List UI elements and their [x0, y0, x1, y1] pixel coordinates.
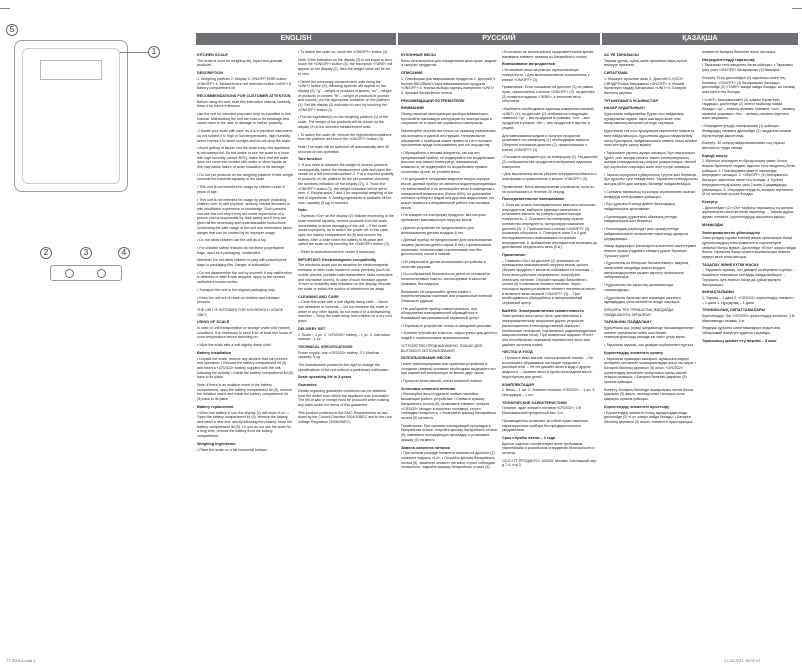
section-heading: СИПАТТАМА [604, 71, 628, 76]
section-heading: АС ҮЙ ТАРАЗЫСЫ [604, 53, 639, 57]
paragraph: Ескерту: 30 секунд пайдаланылмаған соң таразы автоматты түрде сөнеді. [702, 141, 785, 150]
paragraph: • For children safety reasons do not leave polyethylene bags, used as a packaging, unattended. [197, 245, 285, 255]
paragraph: Details regarding guarantee conditions can be obtained from the dealer from whom the appliance was purchased. The bill of sale or receipt must be produced when making any claim under the terms of this guarantee. [298, 388, 390, 407]
callout-3: 3 [80, 247, 92, 259]
paragraph: • Положите ингредиент(ы) на платформу (1). На дисплее (2) отобразится вес продуктов в выбранных единицах измерения. [502, 155, 598, 169]
callout-4: 4 [118, 247, 130, 259]
section-heading: Қоректендіру элементін ауыстыру [604, 404, 670, 409]
callout-2: 2 [40, 247, 52, 259]
section-heading: КОМПЛЕКТАЦИЯ [502, 382, 534, 387]
paragraph: Note: The scale will be switched off automatically after 30 seconds of non-operation. [298, 144, 390, 154]
paragraph: Электронные весы могут быть чувствительны к электромагнитному излучению других устройств, расположенных в непосредственной близости (мобильные телефоны, портативные радиопередатчики, микроволновые печи). При появлении надписи «Error» или нестабильных показаний переместите весы или удалите источник помех. [502, 314, 597, 347]
paragraph: • Keep the unit out of reach of children and disabled persons. [197, 295, 280, 305]
section-heading: Таразының қызмет ету мерзімі – 3 жыл [702, 338, 777, 343]
callout-5: 5 [6, 24, 18, 36]
product-illustration-panel [0, 0, 196, 667]
paragraph: 1. Weighing platform 2. Display 3. ON/OFF/TARE button «ON/OFF» 4. Measurement unit selection button «UNIT» 5. Battery compartment lid [197, 76, 292, 91]
section-heading: Tare function [298, 157, 322, 162]
paragraph: • This unit is not intended for usage by people (including children over 8) with physical, sensory, mental disorders or with insufficient experience or knowledge. Such persons can use this unit only if they are under supervision of a person who is responsible for their safety and if they are given all the necessary and understandable instructions concerning the safe usage of the unit and information about danger that can be caused by its improper usage. [197, 197, 292, 235]
section-heading: USING OF SCALE [197, 320, 230, 325]
trim-mark [0, 8, 10, 9]
paragraph: This product conforms to the EMC-Requirements as laid down by the Council Directive 2004/108/EC and to the Low Voltage Regulation (2006/95/EC) [298, 410, 392, 425]
paragraph: УСТРОЙСТВО ПРЕДНАЗНАЧЕНО ТОЛЬКО ДЛЯ БЫТОВОГО ИСПОЛЬЗОВАНИЯ [401, 343, 482, 353]
paragraph: Питание: один элемент питания «CR2032», 3 В Максимальный предельный вес: 5 кг [502, 406, 582, 416]
paragraph: • Выберите необходимые единицы измерения кнопкой «UNIT» (4), на дисплее (2) отобразятся следующие символы: «g» – вес продуктов в граммах; «oz» – вес продуктов в унциях; «lb» – вес продуктов в фунтах и унциях. [502, 107, 594, 130]
paragraph: Используйте устройство только по прямому назначению, как изложено в данной инструкции. Неправильное обращение с прибором может привести к его поломке, причинению вреда пользователю или его имуществу. [401, 129, 497, 148]
paragraph: • Wipe the scale with a soft slightly damp cloth. [197, 343, 272, 348]
paragraph: • Transport the unit in the original packaging only. [197, 287, 276, 292]
section-heading: Scale operating life is 3 years [298, 375, 352, 380]
paragraph: Өндіруші құрылғы сипаттамаларын алдын ала хабарламай өзгертуге құқығын сақтайды. [702, 326, 780, 336]
paragraph: • Не разрешайте детям использовать устройство в качестве игрушки. [401, 260, 486, 269]
russian-column-1 [401, 50, 497, 650]
paragraph: элементін батарея бөлігінен алып тастаңыз. [702, 50, 777, 54]
paragraph: 1. Scale – 1 pc. 2. «CR2032» battery – 1 pc. 3. Instruction manual – 1 pc. [298, 332, 391, 342]
section-heading: ТҰТЫНУШЫҒА ҰСЫНЫСТАР [604, 98, 659, 103]
paragraph: • Балалардың құрылғыны ойыншық ретінде пайдалануына жол бермеңіз. [604, 214, 677, 224]
callout-1: 1 [148, 46, 160, 58]
section-heading: ТЕХНИКАЛЫҚ СИПАТТАМАЛАРЫ [702, 308, 766, 313]
paragraph: Для взвешивания жидких и сыпучих продуктов установите на платформу (1) необходимую емкость. Обнулите показания дисплея (2), прикоснувшись к кнопке «ON/OFF» (3). [502, 133, 590, 152]
section-heading: Weighing ingredients [197, 441, 236, 446]
paragraph: ООО «ТТ ПРОДАКТС» 109028, Москва, Хохловский пер., д.7-9, стр.3 [502, 458, 598, 468]
section-heading: ТАРАЗЫНЫ ПАЙДАЛАНУ [604, 320, 652, 325]
paragraph: 1. Бірнеше ингредиентті бірізді өлшеу қажет болса, өлшем бірліктерін таңдап, ыдысты тегіс көлденең бетке қойыңыз. 2. Платформаға қажетті мөлшерде ингредиент салыңыз. 3. «ON/OFF» (3) батырмасын басыңыз, көрсеткіш нөлге тең болады. 4. Қалған ингредиенттерді өлшеу үшін 2 және 3 қадамдарды қайталаңыз. 5. Ингредиенттерді ең жоғарғы жүктемеге (5 кг) жеткенше қосуға болады. [702, 159, 796, 197]
callout-leader [120, 52, 150, 53]
paragraph: • Храните устройство в местах, недоступных для детей и людей с ограниченными возможностями. [401, 331, 497, 341]
paragraph: • Таразымен ұқыпты жұмыс жасаңыз, бұл нақтылықты құрал; оны жоғары немесе төмен температураның, жоғары ылғалдылықтың әсеріне ұшыратпаңыз, тікелей күн сәулесінен сақтаңыз және оны түсіріп алмаңыз. [604, 150, 697, 170]
english-column-2 [298, 50, 394, 650]
paragraph: Use the unit for intended purposes only, as specified in this manual. Mishandling the unit can lead to its breakage and cause harm to the user or damage to his/her property. [197, 112, 291, 126]
paragraph: Ескерту: Батарея бөлігінде оқшаулағыш төсем болса, қақпақты (5) ашып, төсемді алып тастаңыз және қақпақты орнына қойыңыз. [604, 387, 694, 402]
paragraph: 1. If you need to measure the weight of several products consequently, switch the measurement units and place the vessel on a flat horizontal surface. 2. Put a required quantity of products on the platform (to the set container checking the numbers indication on the display (2)). 3. Touch the «ON/OFF» button (3), the weight indication will be set to zero. 4. Repeat steps 2 and 3 for sequential weighing of the rest of ingredients. 5. Adding ingredients is available till the max. capacity (5 kg) is reached. [298, 163, 394, 205]
paragraph: • To switch the scale on, touch the «ON/OFF» button (3). [298, 50, 389, 54]
paragraph: Примечание: Если показания на дисплее (2) не равны нулю, прикоснитесь к кнопке «ON/OFF» (3), на дисплее (2) появится надпись «TARE», а значение веса обнулится. [502, 85, 595, 104]
section-heading: МАҢЫЗДЫ [702, 222, 724, 227]
section-heading: TECHNICAL SPECIFICATIONS [298, 344, 353, 349]
section-heading: Battery replacement [197, 404, 234, 409]
paragraph: • Данный прибор не предназначен для использования лицами (включая детей старше 8 лет) с физическими, нервными, психическими отклонениями или без достаточного опыта и знаний. [401, 238, 492, 257]
paragraph: • Если весы не используются продолжительное время, извлеките элемент питания из батарейного отсека. [502, 50, 594, 59]
kazakh-column-1 [604, 50, 698, 650]
paragraph: Attention! Do not allow children to play with polyethylene bags or packaging film. Danger of suffocation! [197, 258, 287, 268]
section-heading: Guarantee [298, 383, 317, 388]
section-heading: IMPORTANT: Electromagnetic compatibility [298, 257, 377, 262]
paragraph: Внимание! Не разрешайте детям играть с полиэтиленовыми пакетами или упаковочной пленкой. Опасность удушья! [401, 289, 493, 303]
paragraph: • Place the scale on a flat horizontal surface. [197, 447, 268, 452]
paragraph: Данное изделие соответствует всем требуемым европейским и российским стандартам безопасности и гигиены. [502, 441, 595, 456]
paragraph: • This unit is not intended for usage by children under 8 years of age. [197, 185, 285, 194]
english-column-1 [197, 50, 293, 650]
paragraph: Перед началом эксплуатации прибора внимательно прочитайте настоящую инструкцию по эксплуатации и сохраните ее в качестве справочного материала. [401, 112, 492, 126]
paragraph: Производитель оставляет за собой право изменять характеристики прибора без предварительного уведомления. [502, 418, 589, 433]
paragraph: • Не допускайте попадания жидкости внутрь корпуса весов, данный прибор не является водонепроницаемым. Не взбалтывайте и не используйте весы в помещении с повышенной влажностью (более 80%), не допускайте контакта прибора с водой или другими жидкостями, это может привести к неправильной работе или поломке весов. [401, 177, 497, 210]
section-heading: RECOMMENDATIONS FOR CUSTOMER ATTENTION [197, 93, 291, 98]
paragraph: Электрондық таразы тікелей жақын орналасқан басқа құрылғылардың электромагниттік сәулеленуіне сезімтал болуы мүмкін. Дисплейде «Error» жазуы пайда болса, таразыны басқа орынға жылжытыңыз немесе кедергі көзін алыстатыңыз. [702, 236, 796, 260]
scale-front-buttons [50, 265, 122, 281]
paragraph: The scale is used for weighing dry, liquid and granular products. [197, 58, 283, 68]
paragraph: • Установите весы на ровную горизонтальную поверхность. • Для включения весов прикоснитесь к кнопке «ON/OFF» (3). [502, 68, 590, 82]
paragraph: • Для выключения весов уберите ингредиенты/ёмкость с платформы и прикоснитесь к кнопке «ON/OFF» (3). [502, 172, 598, 182]
paragraph: Before using the unit, read this instruction manual carefully. Keep it for future reference. [197, 99, 292, 109]
section-heading: Примечание: [502, 253, 527, 258]
paragraph: • Обращайтесь с весами аккуратно, так как это прецизионный прибор, не подвергайте его воздействию высоких или низких температур, повышенной влажности, не подвергайте их воздействию прямых солнечных лучей, не роняйте весы. [401, 150, 495, 174]
paragraph: • Протрите весы мягкой, слегка влажной тканью. [401, 379, 483, 384]
paragraph: • Handle your scale with care, as it is a precision instrument; do not subject it to high or low temperatures, high humidity, never expose it to direct sunlight and do not drop the scale. [197, 129, 293, 143]
paragraph: The manufacturer preserves the right to change the specifications of the unit without a preliminary notification. [298, 363, 390, 372]
paragraph: • Қоректендіру элементі толық зарядсызданғанда дисплейде (2) «Lo» жазуы пайда болады. • Батарея бөлігінің қақпағын (5) ашып, элементті ауыстырыңыз. [604, 410, 694, 424]
section-heading: Бірізді өлшеу [702, 153, 728, 158]
paragraph: Весы используются для определения веса сухих, жидких и сыпучих продуктов. [401, 58, 497, 68]
paragraph: Құрылғыны қыс (суық) жағдайында тасымалдағаннан немесе сақтағаннан кейін оны бөлме температурасында кемінде екі сағат ұстау керек. [604, 326, 694, 340]
paragraph: • Не кладите на платформу продукты, вес которых превышает максимальную нагрузку весов. [401, 213, 486, 223]
paragraph: Құрылғыны пайдаланбас бұрын осы пайдалану нұсқаулығын мұқият оқып шығыңыз және оны анықтамалық материал ретінде сақтаңыз. [604, 112, 684, 126]
section-heading: ТЕХНИЧЕСКИЕ ХАРАКТЕРИСТИКИ [502, 400, 567, 405]
paragraph: ҚҰРЫЛҒЫ ТЕК ТҰРМЫСТЫҚ ЖАҒДАЙДА ПАЙДАЛАНУҒА АРНАЛҒАН [604, 307, 674, 317]
scale-display [40, 60, 102, 80]
paragraph: • «UNIT» батырмасымен (4) өлшем бірліктерін таңдаңыз, дисплейде (2) келесі таңбалар пайда болады: «g» – өнімнің салмағы граммен; «oz» – өнімнің салмағы унциямен; «lb» – өнімнің салмағы фунтпен және унциямен. [702, 97, 796, 121]
unit-button-illustration [97, 269, 106, 278]
russian-column-2 [502, 50, 598, 650]
paragraph: In case of unit transportation or storage under cold (winter) conditions, it is necessary to keep it for at least two hours at room temperature before switching on. [197, 326, 292, 340]
section-heading: Установка элемента питания [401, 386, 456, 391]
paragraph: Note: If the indication on the display (2) is not equal to zero, touch the «ON/OFF» button (3), the inscription «TARE» will appear on the display (2), then the weight value will be set to zero. [298, 57, 393, 76]
section-heading: Последовательное взвешивание [502, 197, 565, 202]
paragraph: • Put the ingredient(s) on the weighing platform (1) of the scale. The weight of the products will be shown on the display (2) in the selected measurement units. [298, 115, 389, 129]
paragraph: – Символы «Ov» на дисплее (2) указывают на превышение максимальной нагрузки весов, срочно уберите продукты с весов во избежание их поломки. – Если весы работают неправильно, попробуйте отключить питание. Откройте крышку батарейного отсека (5) и извлеките элемент питания. Через некоторое время установите элемент питания на место и включите весы кнопкой «ON/OFF» (3). – При необходимости обращайтесь в авторизованный сервисный центр. [502, 258, 596, 306]
paragraph: • При полном разряде элемента питания на дисплее (2) появится надпись «Lo». • Откройте крышку батарейного отсека (5), замените элемент питания, строго соблюдая полярность, закройте крышку батарейного отсека (5). [401, 451, 495, 470]
paragraph: • Avoid getting of liquids into the scale body, this appliance is not waterproof. Do not shake or use the scale in a room with high humidity (above 80%), make sure that the scale does not come into contact with water or other liquids as this may cause failure of scale indication or its damage. [197, 146, 290, 170]
section-heading: Замена элемента питания [401, 445, 450, 450]
paragraph: 1. Весы – 1 шт. 2. Элемент питания «CR2032» – 1 шт. 3. Инструкция – 1 шт. [502, 388, 596, 397]
paragraph: Примечание: Весы автоматически отключатся, если их не использовать в течение 30 секунд. [502, 184, 595, 194]
paragraph: • Из соображений безопасности детей не оставляйте полиэтиленовые пакеты, используемые в качестве упаковки, без надзора. [401, 272, 490, 286]
paragraph: • Құрылғыны өз бетіңізше бөлшектемеңіз, ақаулық анықталған жағдайда жақын жердегі авторландырылған қызмет көрсету орталығына хабарласыңыз. [604, 261, 689, 280]
section-heading: Электромагниттік үйлесімділік [702, 230, 760, 235]
paragraph: 1. Таразы – 1 дана 2. «CR2032» қоректендіру элементі – 1 дана 3. Нұсқаулық – 1 дана [702, 295, 794, 305]
trim-mark [792, 8, 802, 9]
section-header-russian: РУССКИЙ [398, 33, 600, 45]
section-heading: ЧИСТКА И УХОД [502, 350, 533, 355]
section-heading: РЕКОМЕНДАЦИИ ПОТРЕБИТЕЛЮ [401, 98, 465, 103]
paragraph: 1. Если вы хотите последовательно взвесить несколько ингредиентов, выберите единицы измерения и установите емкость на ровную горизонтальную поверхность. 2. Положите на платформу нужное количество ингредиента, контролируя показания дисплея (2). 3. Прикоснитесь к кнопке «ON/OFF» (3), показания обнулятся. 4. Повторите шаги 2 и 3 для последовательного взвешивания остальных ингредиентов. 5. Добавление ингредиентов возможно до достижения предельного веса (5 кг). [502, 202, 598, 250]
paragraph: • Бұл құрылғы 8 жасқа дейінгі балалардың пайдалануына арналмаған. [604, 202, 675, 211]
paragraph: • Салмағы таразының ең жоғары жүктемесінен асатын өнімдерді платформаға қоймаңыз. [604, 189, 696, 199]
paragraph: Құрылғыны тек осы нұсқаулықта көрсетілген мақсатта ғана пайдаланыңыз. Құрылғыны дұрыс пайдаланбау оның бұзылуына, пайдаланушыға немесе оның мүлкіне зиян келтіруге әкелуі мүмкін. [604, 129, 698, 148]
paragraph: • Таразыны тегіс көлденең бетке қойыңыз. • Таразыны қосу үшін «ON/OFF» батырмасын (3) басыңыз. [702, 63, 793, 73]
paragraph: – Таразыны жұмсақ, сәл дымқыл шүберекпен сүртіңіз. – Қажайтын тазалағыш заттарды пайдаланбаңыз. – Таразыны суға немесе басқа да сұйықтықтарға батырмаңыз. [702, 268, 796, 287]
paragraph: • Таразыны орамадан шығарып, жұмысына кедергі келтіретін кез келген жапсырмаларды алып тастаңыз. • Батарея бөлігінің қақпағын (5) алып, «CR2032» қоректендіру элементін полярлықты қатаң сақтай отырып салыңыз. • Батарея бөлігінің қақпағын (5) орнына қойыңыз. [604, 356, 697, 385]
section-heading: DESCRIPTION [197, 71, 223, 76]
kazakh-column-2 [702, 50, 796, 650]
paragraph: Таразы құрғақ, сұйық және сусымалы азық-түлікті өлшеуге арналған. [604, 58, 688, 68]
section-heading: ВНИМАНИЕ! [401, 106, 425, 111]
section-heading: ВАЖНО: Электромагнитная совместимость [502, 308, 585, 313]
section-heading: ОПИСАНИЕ [401, 71, 423, 76]
paragraph: – Refer to authorized service center if necessary. [298, 250, 376, 255]
section-heading: DELIVERY SET [298, 326, 326, 331]
paragraph: • Select the necessary measurement units using the «UNIT» button (4), following symbols will appear on the display (2): “g” – weight of products in grams; “oz” – weight of products in ounces; “lb” – weight of products in pounds and ounces; put the appropriate container on the platform (1). Set the display (2) indication to zero by touching the «ON/OFF» button (3). [298, 79, 392, 112]
section-heading: Ескерту: [702, 199, 719, 204]
section-heading: ЖИНАҚТАЛЫМЫ [702, 290, 735, 295]
paragraph: • Do not disassemble the unit by yourself; if any malfunction is detected or after it was dropped, apply to the nearest authorized service center. [197, 270, 292, 285]
footer-timestamp: 17.03.2011 15:02:47 [724, 658, 761, 663]
section-heading: Battery installation [197, 350, 232, 355]
section-heading: CLEANING AND CARE [298, 294, 339, 299]
section-heading: Взвешивание ингредиентов [502, 62, 555, 67]
section-header-english: ENGLISH [196, 33, 396, 45]
section-heading: Ингредиенттерді таразылау [702, 57, 755, 62]
paragraph: Назар аударыңыз! Балаларға полиэтилен пакеттермен немесе орама үлдірімен ойнауға рұқсат бермеңіз. Тұншығу қаупі! [604, 244, 697, 258]
paragraph: • To switch the scale off, remove the ingredients/containers from the platform and touch the «ON/OFF» button (3). [298, 132, 392, 142]
paragraph: • Do not put products on the weighing platform if their weight exceeds the maximal capacity of the scale. [197, 172, 293, 182]
paragraph: • Do not allow children use the unit as a toy. [197, 238, 267, 243]
paragraph: – Symbols «Ov» on the display (2) indicate exceeding of the scale maximal capacity, remove products from the scale immediately to avoid damaging of the unit. – If the scale works improperly, try to switch the power off. In this case, open the battery compartment lid (5) and remove the battery. After a while insert the battery to its place and switch the scale on by touching the «ON/OFF» button (3). [298, 214, 394, 247]
paragraph: После транспортировки или хранения устройства в холодных (зимних) условиях необходимо выдержать его при комнатной температуре не менее двух часов. [401, 361, 496, 376]
paragraph: • Құрылғыны тек зауыттық қаптамасында тасымалдаңыз. [604, 283, 673, 292]
paragraph: – Дисплейдегі (2) «Ov» таңбасы таразының ең жоғары жүктемесінен асып кеткенін көрсетеді. – Таразы дұрыс жұмыс істемесе, қоректендіруді ажыратып көріңіз. [702, 205, 794, 220]
paragraph: – Clean the scale with a soft slightly damp cloth. – Never use abrasives or solvents. – Do not immerse the scale in water or any other liquids; do not wash it in a dishwashing machine. – Keep the scale away from children in a dry cool place. [298, 300, 392, 324]
paragraph: The electronic scale can be sensitive for electromagnetic emission of other units located in close proximity (such as mobile phones, portable radio transmitters, radio controllers and microwave ovens). In case of such emission appear “Error» or instability data indication on the display, relocate the scale or switch the source of interference far away. [298, 263, 393, 291]
section-heading: ИСПОЛЬЗОВАНИЕ ВЕСОВ [401, 356, 451, 361]
section-heading: Срок службы весов – 3 года [502, 435, 556, 440]
paragraph: • When the battery is low, the display (2) will show «Lo». • Open the battery compartment lid (5), remove the battery and insert a new one, strictly following the polarity, close the battery compartment lid (5). • If you do not use the scale for a long time, remove the battery from the battery compartment. [197, 410, 293, 439]
paragraph: 1. Өлшеуге арналған алаң 2. Дисплей 3. ҚОСУ/СӨНДІРУ/тара батырмасы «ON/OFF» 4. Өлшем бірліктерін таңдау батырмасы «UNIT» 5. Батарея бөлігінің қақпағы [604, 76, 687, 95]
paragraph: THE UNIT IS INTENDED FOR HOUSEHOLD USAGE ONLY [197, 307, 284, 317]
paragraph: Power supply: one «CR2032» battery, 3 V Maximal capacity: 5 kg [298, 350, 380, 360]
paragraph: • Unpack the scale, remove any stickers that can prevent unit operation. • Remove the battery compartment lid (5) and insert a «CR2032» battery supplied with the unit, following the polarity. • Install the battery compartment lid (5) back to its place. [197, 356, 293, 380]
section-heading: НАЗАР АУДАРЫҢЫЗ! [604, 106, 645, 111]
paragraph: • Данное устройство не предназначено для использования детьми младше 8 лет. [401, 225, 474, 235]
paragraph: – Протрите весы мягкой, слегка влажной тканью. – Не используйте абразивные чистящие средства и растворители. – Не погружайте весы в воду и другие жидкости. – Храните весы в сухом прохладном месте, недоступном для детей. [502, 356, 593, 379]
footer-filename: TT-4001A.indd 1 [6, 658, 36, 663]
paragraph: Note: if there is an isolation insert in the battery compartment, open the battery compartment lid (5), remove the isolation insert and install the battery compartment lid (5) back to its place. [197, 383, 292, 402]
paragraph: • Таразы корпусына сұйықтықтың түсуіне жол бермеңіз, бұл құрылғы суға төзімді емес. Таразыны ылғалдылығы жоғары (80%-дан жоғары) бөлмеде пайдаланбаңыз. [604, 172, 698, 187]
paragraph: • Перевозите устройство только в заводской упаковке. [401, 323, 493, 328]
paragraph: • Балалардың қауіпсіздігі үшін орама ретінде пайдаланылатын полиэтилен пакеттерді қараусыз қалдырмаңыз. [604, 227, 689, 241]
paragraph: • Ингредиент(терді) платформаға (1) қойыңыз. Өнімдердің салмағы дисплейде (2) таңдалған өлшем бірліктерінде көрсетіледі. [702, 124, 792, 138]
paragraph: Қоректендіру: бір «CR2032» қоректендіру элементі, 3 В Максималды салмақ: 5 кг [702, 314, 795, 323]
section-heading: ТАЗАЛАУ ЖӘНЕ КҮТІМ ЖАСАУ [702, 262, 759, 267]
paragraph: • Распакуйте весы и удалите любые наклейки, мешающие работе устройства. • Снимите крышку батарейного отсека (5), установите элемент питания «CR2032» (входит в комплект поставки), строго соблюдая полярность. • Установите крышку батарейного отсека (5) на место. [401, 392, 497, 420]
paragraph: • Құрылғыны балалар мен мүмкіндігі шектеулі адамдардың қолы жетпейтін жерде сақтаңыз. [604, 295, 681, 305]
paragraph: Ескерту: Егер дисплейдегі (2) көрсеткіш нөлге тең болмаса, «ON/OFF» (3) батырмасын басыңыз, дисплейде (2) «TARE» жазуы пайда болады, ал салмақ мәні нөлге тең болады. [702, 75, 795, 94]
on-off-button-illustration [65, 269, 74, 278]
paragraph: 1. Платформа для взвешивания продуктов 2. Дисплей 3. Кнопка ВКЛ./ВЫКЛ./тара взвешиваемого продукта «ON/OFF» 4. Кнопка выбора единиц измерения «UNIT» 5. Крышка батарейного отсека [401, 76, 497, 95]
section-heading: Note: [298, 208, 308, 213]
paragraph: Примечание: При наличии изолирующей прокладки в батарейном отсеке, откройте крышку батарейного отсека (5), извлеките изолирующую прокладку и установите крышку (5) на место. [401, 423, 497, 442]
paragraph: • Не разбирайте прибор самостоятельно, при обнаружении неисправностей обращайтесь в ближайший авторизованный сервисный центр. [401, 306, 480, 321]
section-header-kazakh: ҚАЗАҚША [602, 33, 798, 45]
section-heading: Қоректендіру элементін орнату [604, 350, 664, 355]
paragraph: • Таразыны жұмсақ, сәл дымқыл шүберекпен сүртіңіз. [604, 343, 694, 348]
section-heading: КУХОННЫЕ ВЕСЫ [401, 53, 436, 57]
section-heading: KITCHEN SCALE [197, 53, 228, 57]
